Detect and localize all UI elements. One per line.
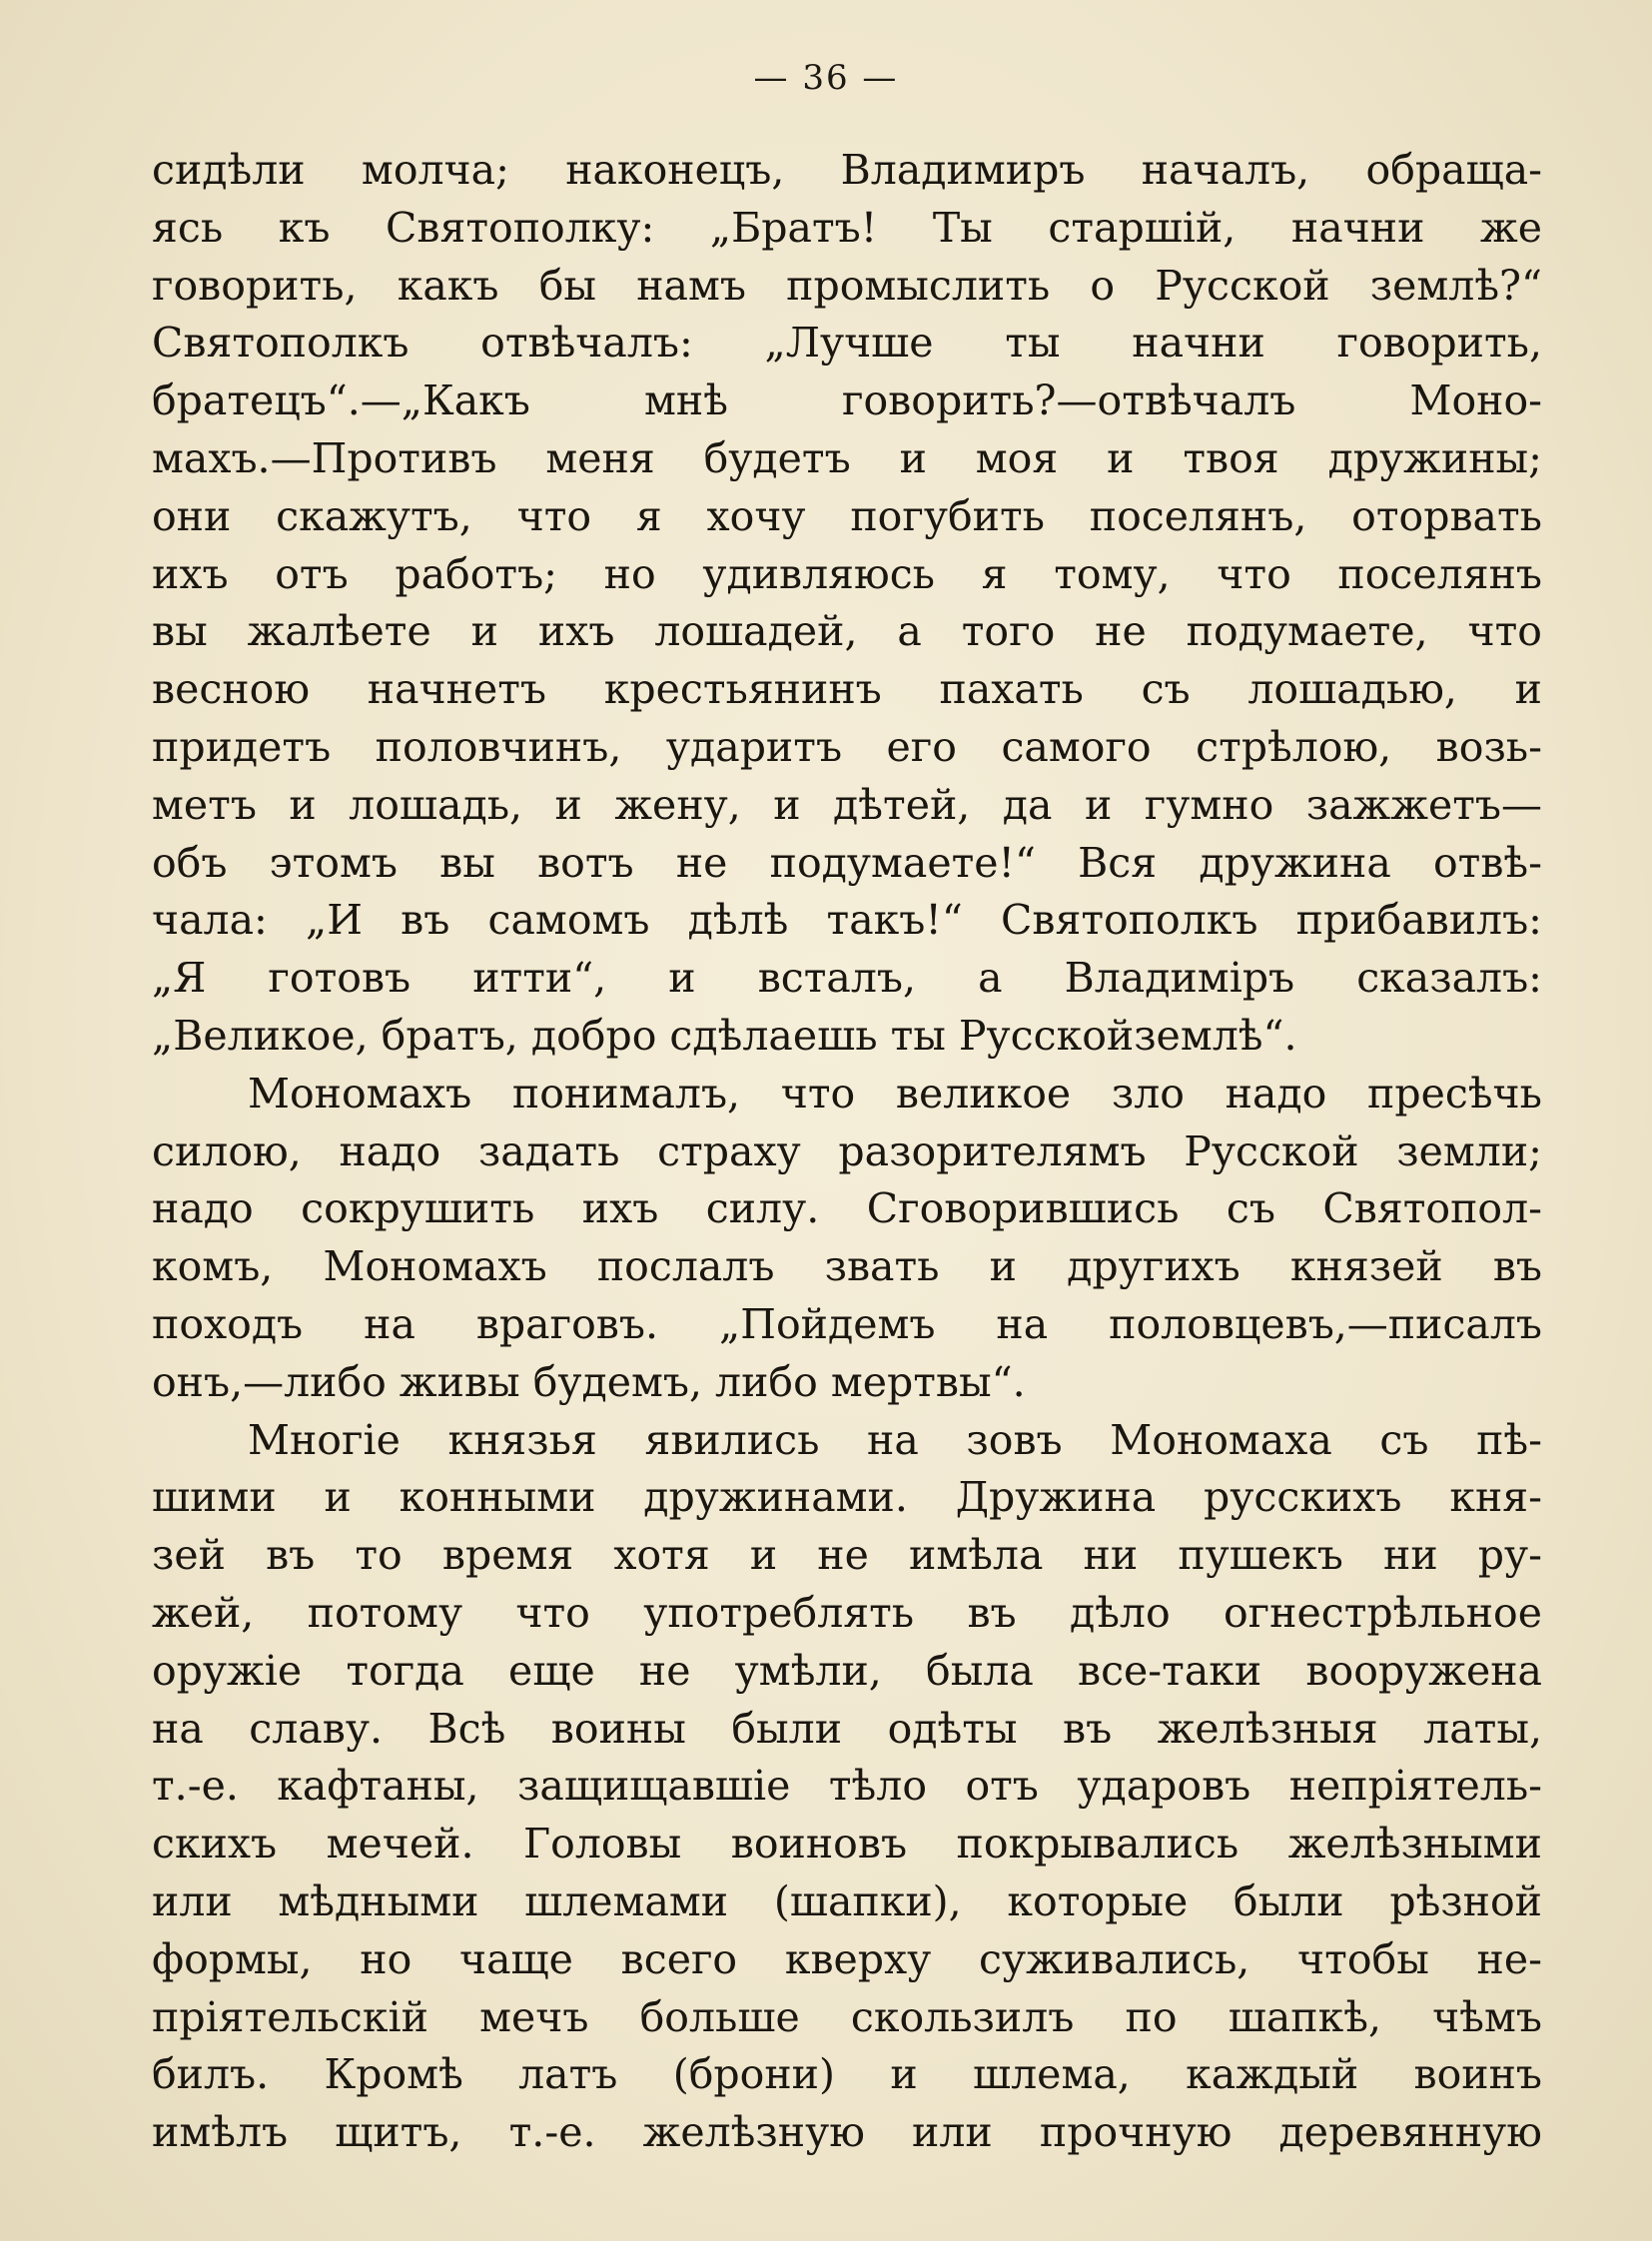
text-line: Мономахъ понималъ, что великое зло надо пресѣчь [248, 1069, 1542, 1118]
text-line: вы жалѣете и ихъ лошадей, а того не подумаете, что [152, 607, 1542, 656]
text-line: сидѣли молча; наконецъ, Владимиръ началъ, обраща- [152, 146, 1542, 194]
text-line: братецъ“.—„Какъ мнѣ говорить?—отвѣчалъ Моно- [152, 376, 1542, 425]
text-line: ясь къ Святополку: „Братъ! Ты старшій, начни же [152, 203, 1542, 252]
body-text [152, 142, 1542, 2162]
text-line: ихъ отъ работъ; но удивляюсь я тому, что поселянъ [152, 549, 1542, 598]
text-line: силою, надо задать страху разорителямъ Русской земли; [152, 1126, 1542, 1175]
text-line: или мѣдными шлемами (шапки), которые были рѣзной [152, 1876, 1542, 1925]
text-line: „Великое, братъ, добро сдѣлаешь ты Русскойземлѣ“. [152, 1011, 1297, 1060]
text-line: пріятельскій мечъ больше скользилъ по шапкѣ, чѣмъ [152, 1992, 1542, 2041]
text-line: оружіе тогда еще не умѣли, была все-таки вооружена [152, 1646, 1542, 1695]
text-line: жей, потому что употреблять въ дѣло огнестрѣльное [152, 1588, 1542, 1637]
text-line: скихъ мечей. Головы воиновъ покрывались желѣзными [152, 1820, 1542, 1868]
text-line: формы, но чаще всего кверху суживались, чтобы не- [152, 1934, 1542, 1983]
text-line: метъ и лошадь, и жену, и дѣтей, да и гумно зажжетъ— [152, 780, 1542, 829]
text-line: весною начнетъ крестьянинъ пахать съ лошадью, и [152, 665, 1542, 714]
text-line: Святополкъ отвѣчалъ: „Лучше ты начни говорить, [152, 319, 1542, 368]
page-number: — 36 — [753, 58, 899, 98]
text-line: Многіе князья явились на зовъ Мономаха съ пѣ- [248, 1415, 1542, 1464]
text-line: онъ,—либо живы будемъ, либо мертвы“. [152, 1357, 1026, 1406]
text-line: объ этомъ вы вотъ не подумаете!“ Вся дружина отвѣ- [152, 838, 1542, 887]
text-line: придетъ половчинъ, ударитъ его самого стрѣлою, возь- [152, 722, 1542, 771]
text-line: комъ, Мономахъ послалъ звать и другихъ князей въ [152, 1242, 1542, 1291]
text-line: шими и конными дружинами. Дружина русскихъ кня- [152, 1473, 1542, 1522]
text-line: махъ.—Противъ меня будетъ и моя и твоя дружины; [152, 433, 1542, 482]
text-line: зей въ то время хотя и не имѣла ни пушекъ ни ру- [152, 1531, 1542, 1580]
text-line: т.-е. кафтаны, защищавшіе тѣло отъ ударовъ непріятель- [152, 1762, 1542, 1811]
text-line: походъ на враговъ. „Пойдемъ на половцевъ,—писалъ [152, 1299, 1542, 1348]
text-line: говорить, какъ бы намъ промыслить о Русской землѣ?“ [152, 261, 1542, 310]
text-line: имѣлъ щитъ, т.-е. желѣзную или прочную деревянную [152, 2108, 1542, 2157]
text-line: надо сокрушить ихъ силу. Сговорившись съ Святопол- [152, 1184, 1542, 1233]
text-line: на славу. Всѣ воины были одѣты въ желѣзныя латы, [152, 1704, 1542, 1753]
text-line: они скажутъ, что я хочу погубить поселянъ, оторвать [152, 491, 1542, 540]
text-line: чала: „И въ самомъ дѣлѣ такъ!“ Святополкъ прибавилъ: [152, 896, 1542, 945]
text-line: „Я готовъ итти“, и всталъ, а Владиміръ сказалъ: [152, 954, 1542, 1003]
text-line: билъ. Кромѣ латъ (брони) и шлема, каждый воинъ [152, 2050, 1542, 2099]
